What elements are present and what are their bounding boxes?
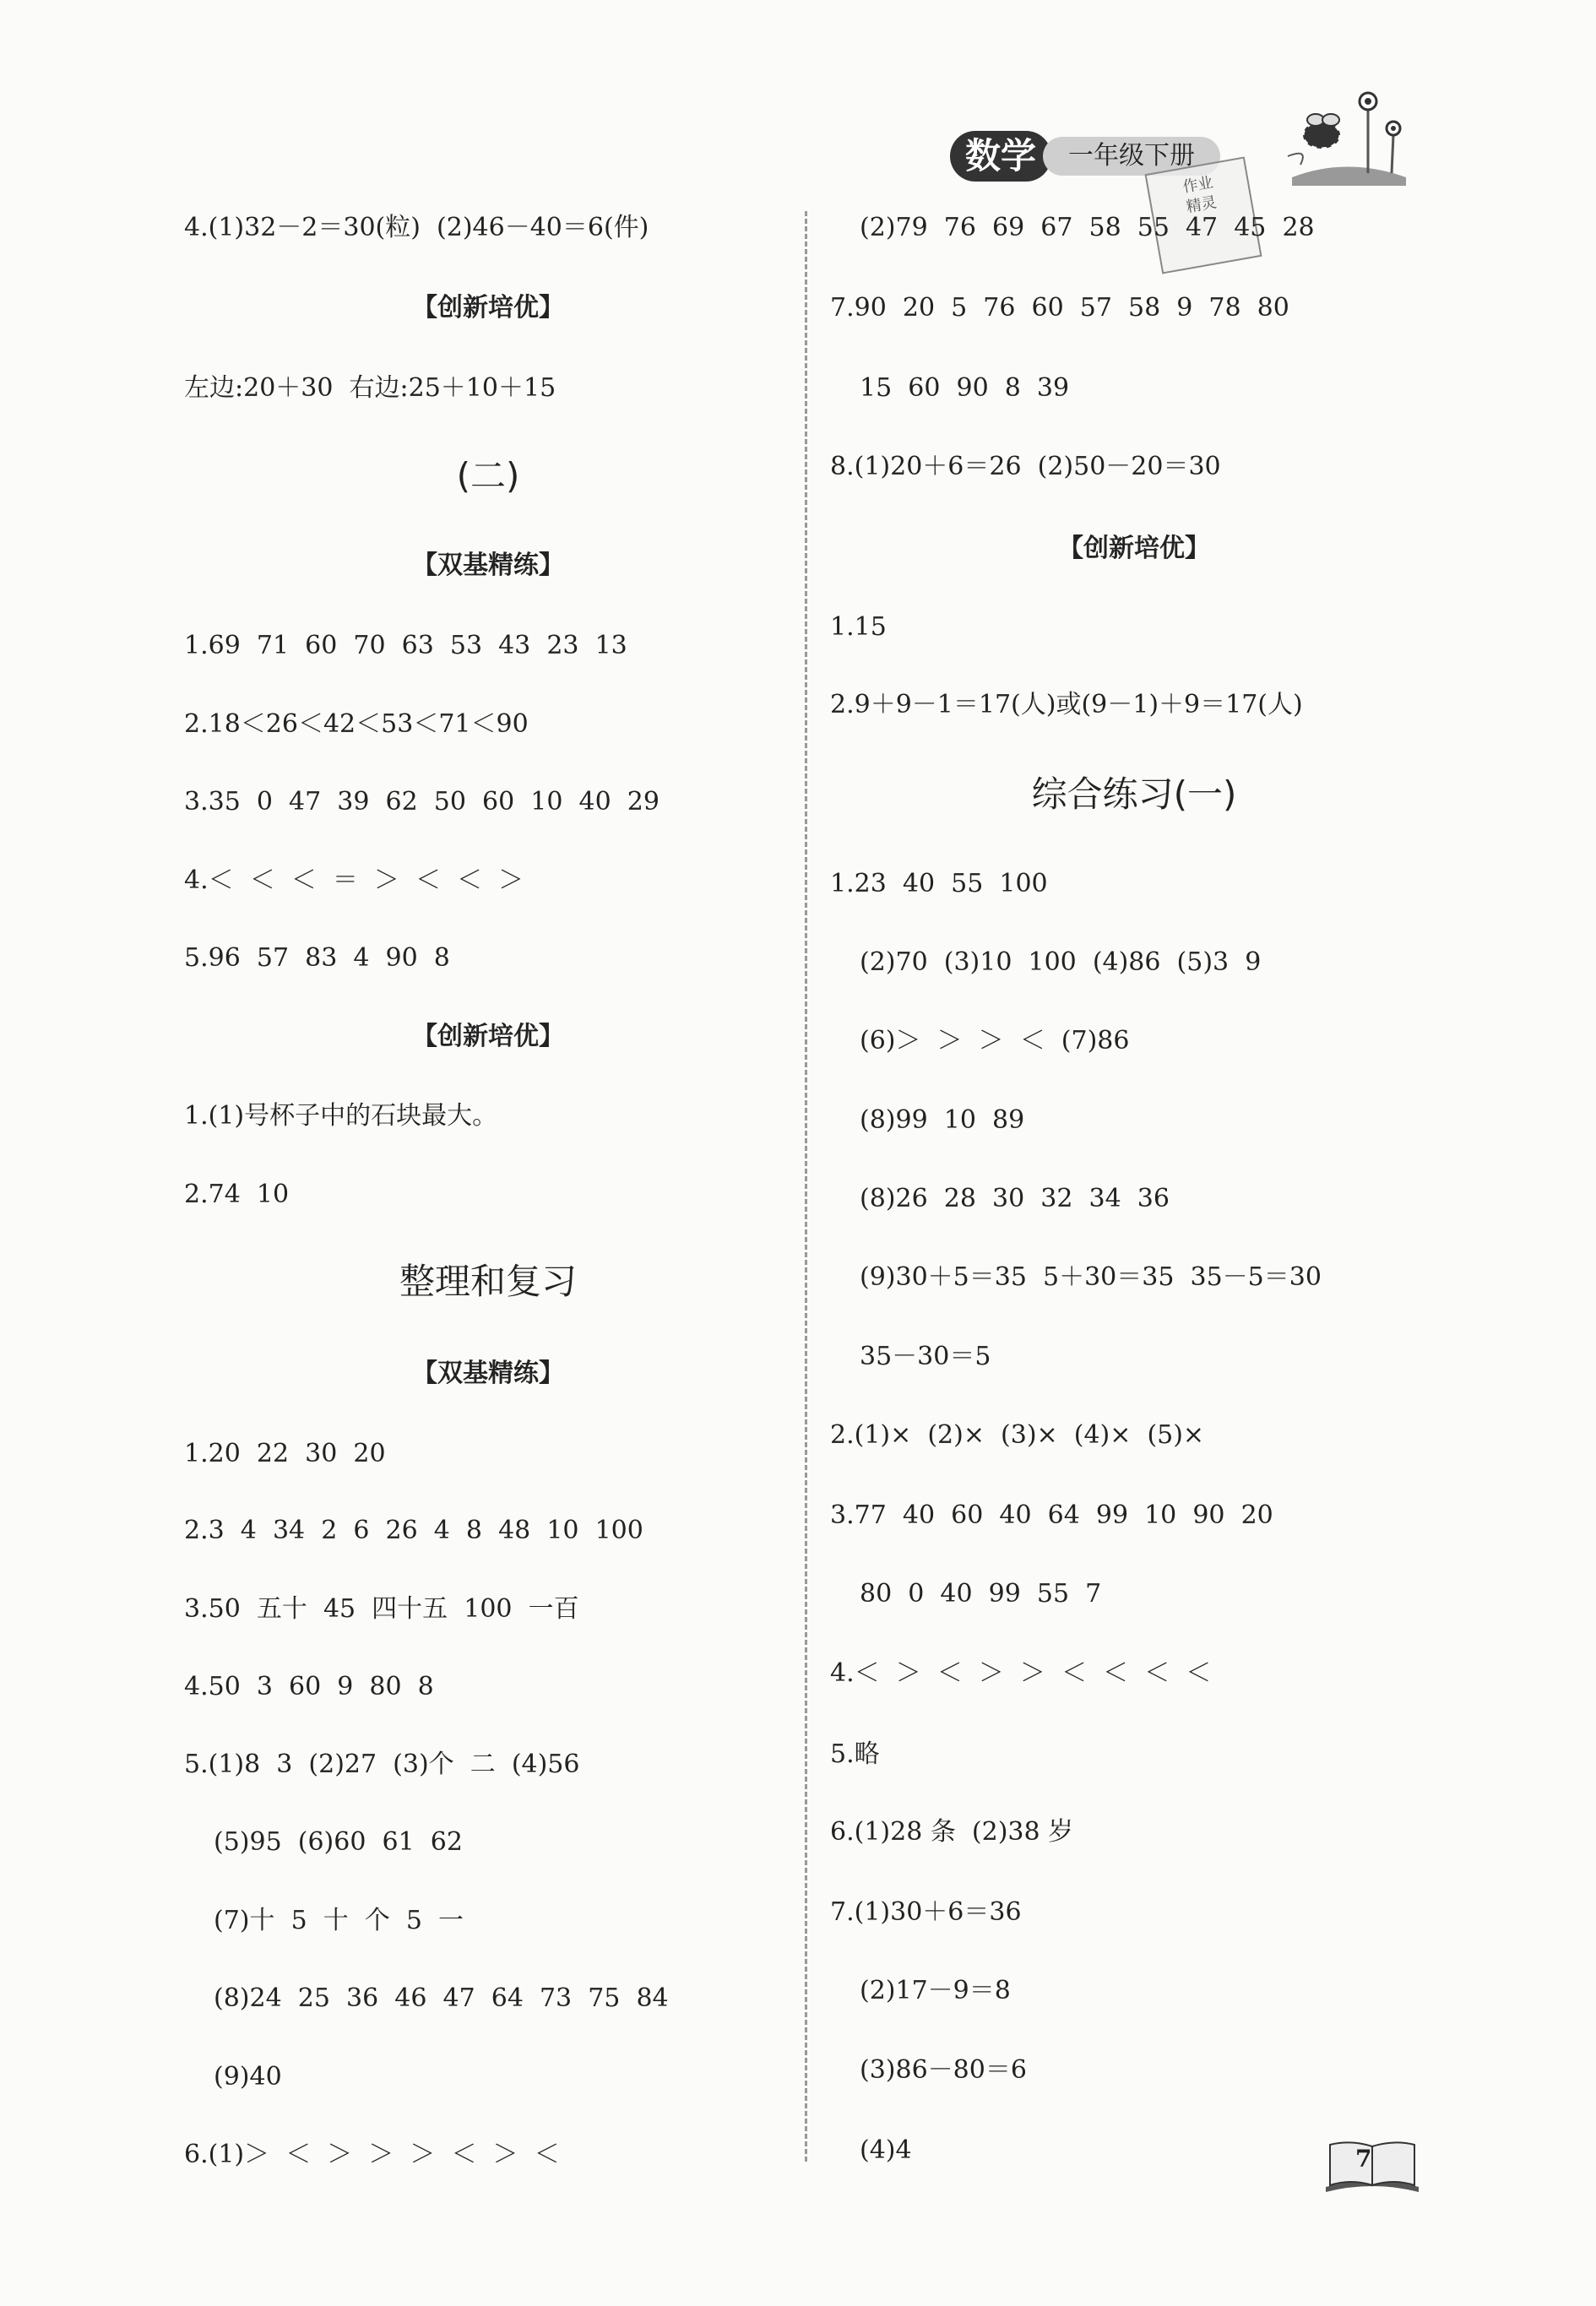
answer-line: 3.35 0 47 39 62 50 60 10 40 29: [184, 787, 660, 817]
answer-line: 7.90 20 5 76 60 57 58 9 78 80: [830, 293, 1289, 323]
page-number: 7: [1355, 2145, 1372, 2173]
answer-line: 5.(1)8 3 (2)27 (3)个 二 (4)56: [184, 1750, 580, 1779]
answer-line: 4.＜ ＞ ＜ ＞ ＞ ＜ ＜ ＜ ＜: [830, 1658, 1212, 1688]
flower-decoration-icon: [1284, 76, 1410, 186]
answer-line: (6)＞ ＞ ＞ ＜ (7)86: [860, 1026, 1130, 1055]
answer-line: 35－30＝5: [860, 1342, 991, 1371]
watermark-stamp: 作业 精灵: [1144, 156, 1262, 274]
grade-label: 一年级下册: [1043, 137, 1220, 176]
answer-line: 80 0 40 99 55 7: [860, 1579, 1102, 1609]
answer-line: 2.9＋9－1＝17(人)或(9－1)＋9＝17(人): [830, 690, 1303, 719]
answer-line: 1.(1)号杯子中的石块最大。: [184, 1101, 498, 1131]
answer-line: 2.3 4 34 2 6 26 4 8 48 10 100: [184, 1516, 643, 1545]
answer-line: 3.77 40 60 40 64 99 10 90 20: [830, 1500, 1273, 1530]
section-label: 【双基精练】: [412, 551, 564, 580]
answer-line: 2.74 10: [184, 1180, 290, 1209]
answer-line: 左边:20＋30 右边:25＋10＋15: [184, 373, 556, 403]
section-label: 【创新培优】: [1058, 534, 1210, 563]
section-label: 【创新培优】: [412, 293, 564, 323]
page-number-badge: [1322, 2136, 1423, 2195]
answer-line: 7.(1)30＋6＝36: [830, 1897, 1022, 1927]
answer-line: (9)30＋5＝35 5＋30＝35 35－5＝30: [860, 1262, 1322, 1292]
answer-line: (5)95 (6)60 61 62: [214, 1827, 463, 1857]
section-heading: (二): [456, 455, 520, 496]
answer-line: 4.(1)32－2＝30(粒) (2)46－40＝6(件): [184, 213, 649, 242]
answer-line: 5.96 57 83 4 90 8: [184, 943, 450, 973]
answer-line: (8)26 28 30 32 34 36: [860, 1184, 1170, 1213]
answer-line: 4.50 3 60 9 80 8: [184, 1672, 434, 1701]
answer-line: (8)99 10 89: [860, 1105, 1025, 1135]
answer-line: (2)17－9＝8: [860, 1976, 1011, 2005]
answer-line: 1.23 40 55 100: [830, 869, 1048, 898]
section-label: 【双基精练】: [412, 1359, 564, 1388]
answer-line: 1.15: [830, 612, 887, 642]
answer-line: 1.69 71 60 70 63 53 43 23 13: [184, 631, 627, 660]
answer-line: (2)70 (3)10 100 (4)86 (5)3 9: [860, 947, 1262, 977]
answer-line: 2.18＜26＜42＜53＜71＜90: [184, 709, 529, 739]
answer-line: 6.(1)28 条 (2)38 岁: [830, 1817, 1074, 1847]
answer-line: 4.＜ ＜ ＜ ＝ ＞ ＜ ＜ ＞: [184, 865, 524, 895]
answer-line: (8)24 25 36 46 47 64 73 75 84: [214, 1983, 669, 2013]
answer-line: 2.(1)× (2)× (3)× (4)× (5)×: [830, 1420, 1205, 1450]
section-label: 【创新培优】: [412, 1022, 564, 1051]
answer-line: (4)4: [860, 2135, 912, 2165]
open-book-icon: [1322, 2136, 1423, 2195]
answer-line: 8.(1)20＋6＝26 (2)50－20＝30: [830, 452, 1221, 481]
section-heading: 综合练习(一): [1031, 773, 1237, 815]
subject-label: 数学: [950, 131, 1051, 182]
answer-line: (7)十 5 十 个 5 一: [214, 1906, 464, 1935]
answer-line: (9)40: [214, 2062, 282, 2092]
answer-line: 6.(1)＞ ＜ ＞ ＞ ＞ ＜ ＞ ＜: [184, 2140, 560, 2169]
column-divider: [805, 211, 807, 2162]
section-heading: 整理和复习: [399, 1261, 577, 1302]
answer-line: (2)79 76 69 67 58 55 47 45 28: [860, 213, 1315, 242]
answer-line: 1.20 22 30 20: [184, 1439, 386, 1468]
answer-line: 5.略: [830, 1739, 880, 1769]
answer-line: 15 60 90 8 39: [860, 373, 1070, 403]
answer-line: (3)86－80＝6: [860, 2055, 1027, 2085]
answer-line: 3.50 五十 45 四十五 100 一百: [184, 1594, 579, 1624]
